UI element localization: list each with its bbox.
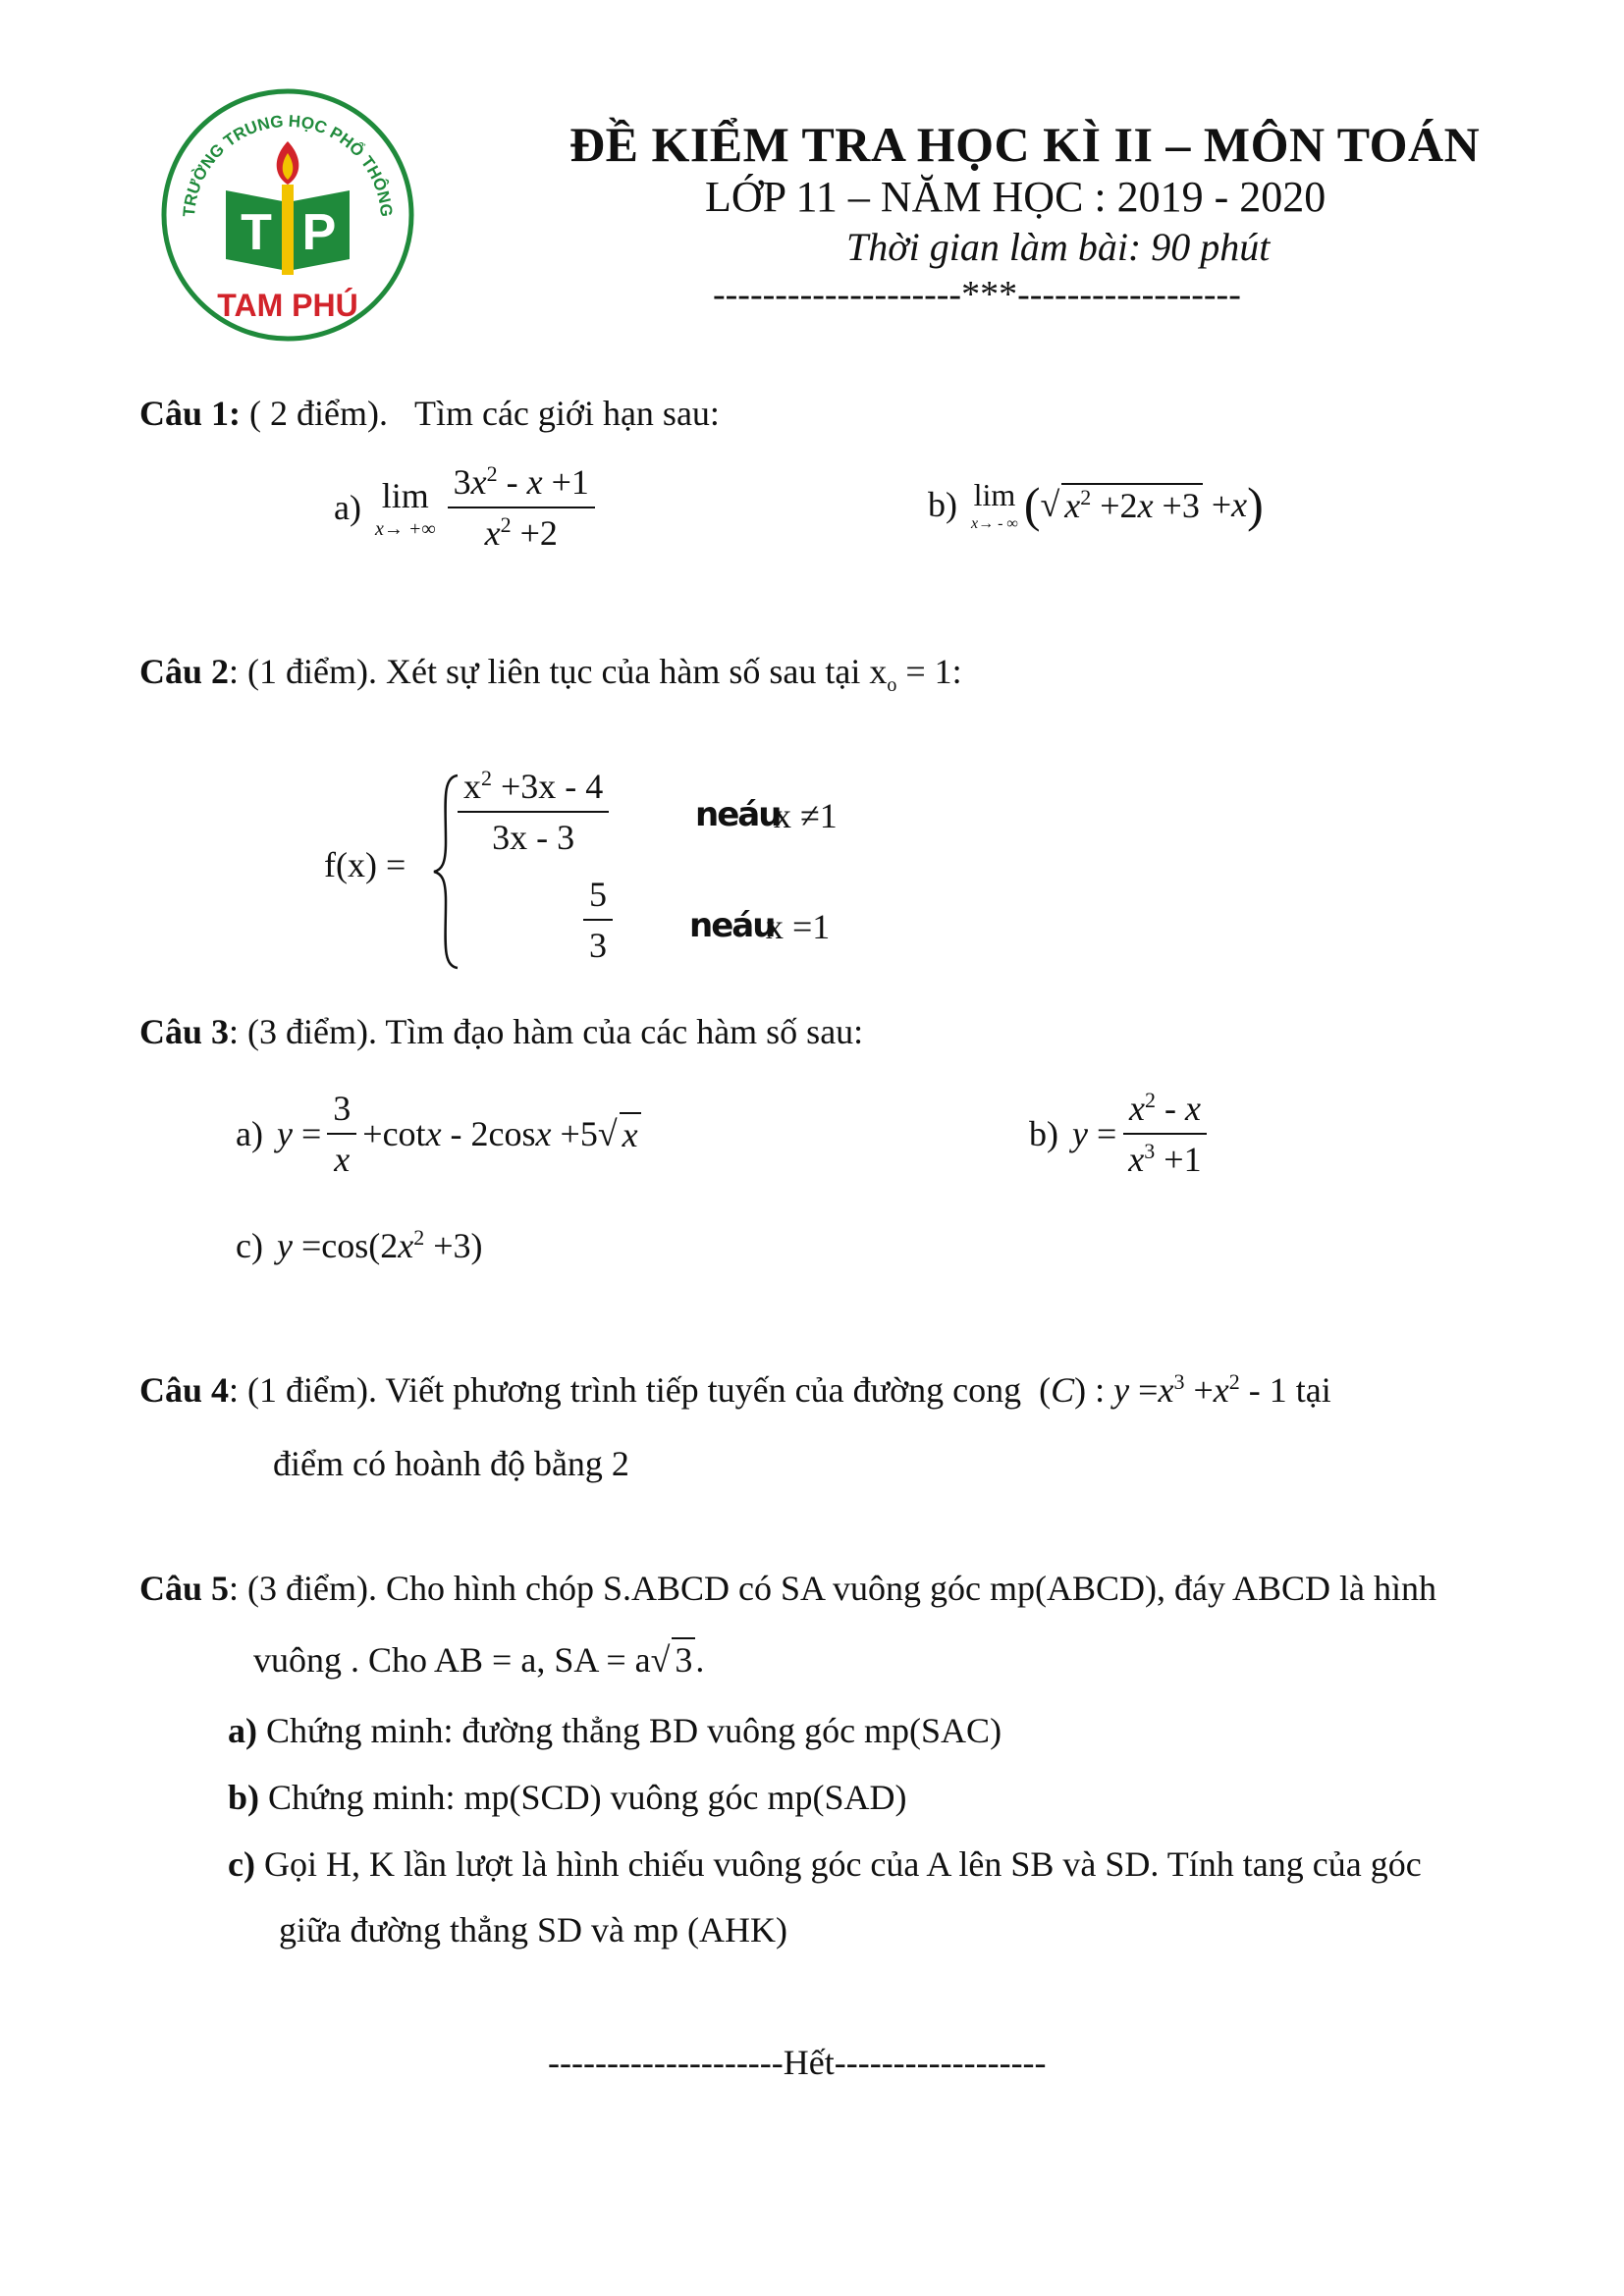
question-1-points: ( 2 điểm).: [241, 394, 388, 433]
question-3b-label: b): [1029, 1114, 1058, 1153]
question-5c-text: Gọi H, K lần lượt là hình chiếu vuông góc của A lên SB và SD. Tính tang của góc: [263, 1844, 1422, 1884]
x0-subscript: o: [887, 674, 897, 697]
question-5a: [228, 1710, 1001, 1751]
question-4-text: : (1 điểm). Viết phương trình tiếp tuyến của đường cong: [229, 1370, 1022, 1410]
svg-text:P: P: [301, 204, 337, 261]
question-1a-label: a): [334, 488, 361, 527]
lim-operator: lim: [381, 475, 429, 515]
condition-word-1: neáu: [695, 795, 781, 834]
question-5-line2-root: 3: [672, 1637, 695, 1681]
question-5-line2-a: a: [634, 1640, 651, 1680]
question-1b-label: b): [928, 485, 957, 524]
lim-subscript: x→ - ∞: [971, 514, 1018, 532]
logo-text-top: TRƯỜNG TRUNG HỌC PHỔ THÔNG: [179, 111, 397, 218]
condition-1: x ≠1: [774, 796, 838, 835]
question-4-label: Câu 4: [139, 1370, 230, 1410]
question-4-heading: Câu 4: (1 điểm). Viết phương trình tiếp tuyến của đường cong (C) : $y =x^3 +x^2 - 1$ tại: [139, 1369, 1331, 1410]
lim-operator: lim: [973, 476, 1016, 512]
question-3-label: Câu 3: [139, 1012, 230, 1051]
condition-word-2: neáu: [689, 906, 775, 945]
question-5c: [228, 1843, 1422, 1885]
question-3a-label: a): [236, 1114, 263, 1153]
question-5-heading: [139, 1568, 1436, 1609]
question-1a-formula: a) lim x→ +∞ $\frac{3x^2 - x +1}{x^2 +2}$: [334, 461, 601, 554]
end-marker: --------------------Hết------------------: [548, 2043, 1047, 2082]
question-4-tail: tại: [1295, 1370, 1331, 1410]
fx-label: f(x) =: [324, 845, 406, 884]
question-2-heading: [139, 651, 962, 697]
piecewise-function: f(x) = $\frac{x^2 +3x - 4}{3x - 3}$ neáu x ≠1 $\frac{5}{3}$ neáu x =1: [324, 766, 874, 982]
question-5a-label: a): [228, 1711, 257, 1750]
question-3-heading: [139, 1011, 863, 1052]
exam-duration: Thời gian làm bài: 90 phút: [846, 225, 1271, 269]
school-logo: [155, 82, 420, 347]
question-1-prompt: Tìm các giới hạn sau:: [413, 394, 720, 433]
question-5-line2: vuông . Cho AB = a, SA = a√ 3.: [253, 1637, 704, 1681]
question-5a-text: Chứng minh: đường thẳng BD vuông góc mp(SAC): [266, 1711, 1002, 1750]
question-3c-formula: c) $y =\cos(2x^2 +3)$: [236, 1225, 483, 1265]
question-1-heading: [139, 393, 720, 434]
question-2-label: Câu 2: [139, 652, 230, 691]
question-5-label: Câu 5: [139, 1569, 230, 1608]
question-3c-label: c): [236, 1226, 263, 1265]
question-3-text: : (3 điểm). Tìm đạo hàm của các hàm số sau:: [229, 1012, 864, 1051]
question-3b-formula: b) y = $\frac{x^2 - x}{x^3 +1}$: [1029, 1088, 1214, 1180]
svg-text:T: T: [241, 204, 272, 261]
question-5b: [228, 1777, 907, 1818]
question-1b-formula: b) lim x→ - ∞ ( √ $x^2 +2x +3$ + x ): [928, 476, 1264, 532]
exam-title: ĐỀ KIỂM TRA HỌC KÌ II – MÔN TOÁN: [569, 117, 1481, 172]
logo-text-bottom: TAM PHÚ: [217, 288, 358, 323]
question-1-label: Câu 1:: [139, 394, 242, 433]
question-5-line2-pre: vuông . Cho AB = a, SA =: [253, 1640, 635, 1680]
header-divider: --------------------***------------------: [713, 274, 1241, 315]
question-5c-line2: giữa đường thẳng SD và mp (AHK): [279, 1910, 787, 1949]
question-5b-text: Chứng minh: mp(SCD) vuông góc mp(SAD): [268, 1778, 907, 1817]
condition-2: x =1: [766, 907, 831, 946]
school-logo-icon: [155, 82, 420, 347]
question-2-text-end: = 1:: [896, 652, 962, 691]
question-5c-label: c): [228, 1844, 255, 1884]
question-5-line2-end: .: [695, 1640, 705, 1680]
lim-subscript: x→ +∞: [374, 517, 436, 540]
question-4-line2: điểm có hoành độ bằng 2: [273, 1444, 629, 1483]
class-year-line: LỚP 11 – NĂM HỌC : 2019 - 2020: [705, 173, 1326, 221]
question-3a-formula: a) y = $\frac{3}{x}$ +cot x - 2cos x +5√ x: [236, 1088, 641, 1180]
question-5-text: : (3 điểm). Cho hình chóp S.ABCD có SA vuông góc mp(ABCD), đáy ABCD là hình: [229, 1569, 1437, 1608]
question-2-text: : (1 điểm). Xét sự liên tục của hàm số sau tại x: [229, 652, 888, 691]
question-5b-label: b): [228, 1778, 260, 1817]
